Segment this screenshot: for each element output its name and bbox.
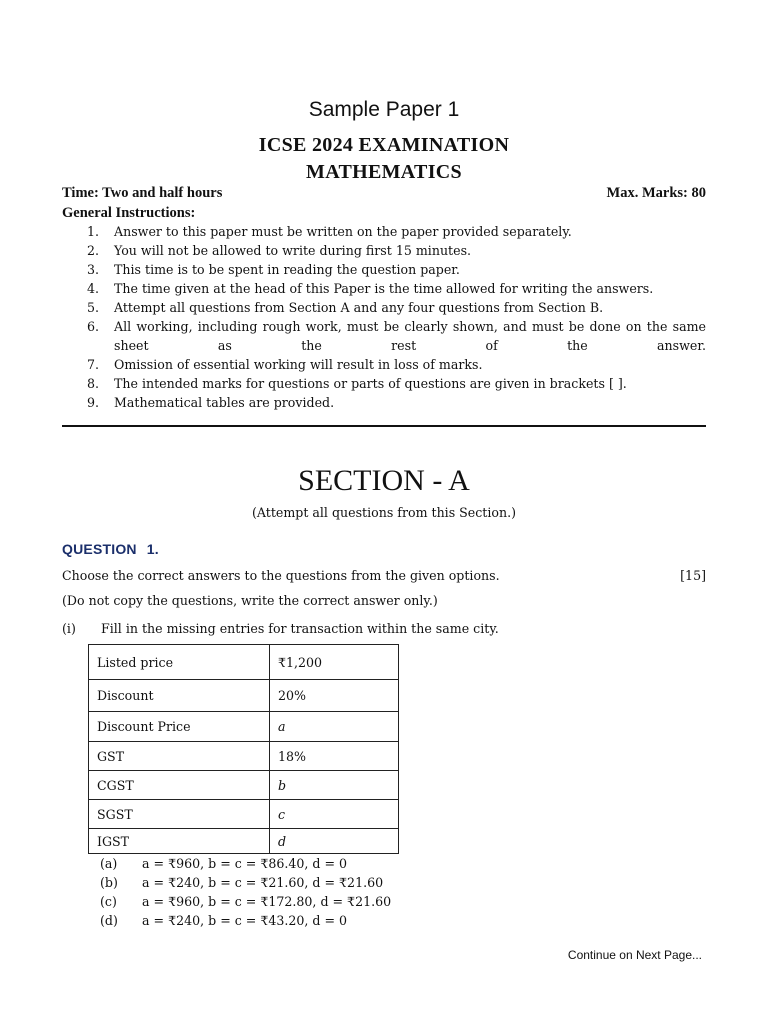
instruction-item [62,279,706,298]
question-note: (Do not copy the questions, write the correct answer only.) [62,593,438,608]
instructions-heading: General Instructions: [62,205,196,221]
question-marks: [15] [680,568,706,583]
answer-option [100,873,391,892]
option-text: a = ₹240, b = c = ₹21.60, d = ₹21.60 [142,875,384,890]
max-marks: Max. Marks: 80 [606,185,706,201]
instruction-number: 7. [87,357,100,372]
instruction-number: 2. [87,243,100,258]
table-cell-label: Listed price [89,645,270,680]
table-cell-label: IGST [89,829,270,854]
answer-option [100,854,391,873]
instruction-number: 1. [87,224,100,239]
table-cell-label: GST [89,742,270,771]
instruction-number: 3. [87,262,100,277]
question-heading [62,541,159,557]
option-label: (b) [100,875,118,890]
table-cell-label: Discount Price [89,712,270,742]
instruction-text: The time given at the head of this Paper is the time allowed for writing the answers. [114,281,654,296]
instruction-number: 9. [87,395,100,410]
option-text: a = ₹960, b = c = ₹86.40, d = 0 [142,856,348,871]
continue-note: Continue on Next Page... [567,948,702,962]
table-row [89,771,399,800]
table-cell-label: SGST [89,800,270,829]
table-cell-value: c [270,800,399,829]
option-text: a = ₹960, b = c = ₹172.80, d = ₹21.60 [142,894,392,909]
part-text: Fill in the missing entries for transaction within the same city. [101,621,499,636]
instruction-text: Attempt all questions from Section A and any four questions from Section B. [114,300,604,315]
table-cell-label: CGST [89,771,270,800]
instruction-item [62,317,706,355]
instruction-text: You will not be allowed to write during first 15 minutes. [114,243,472,258]
section-note: (Attempt all questions from this Section.) [251,505,517,520]
instruction-text: Omission of essential working will result in loss of marks. [114,357,483,372]
gst-table [88,644,399,854]
instruction-text: The intended marks for questions or parts of questions are given in brackets [ ]. [114,376,627,391]
table-cell-value: d [270,829,399,854]
instruction-text: Mathematical tables are provided. [114,395,335,410]
instruction-number: 5. [87,300,100,315]
instruction-item [62,241,706,260]
table-cell-value: a [270,712,399,742]
table-cell-value: ₹1,200 [270,645,399,680]
subject-title: MATHEMATICS [306,161,462,183]
instruction-text: All working, including rough work, must be clearly shown, and must be done on the same sheet as the rest of the answer. [114,319,706,353]
table-row [89,742,399,771]
table-cell-value: 20% [270,680,399,712]
instruction-text: This time is to be spent in reading the question paper. [114,262,460,277]
instruction-item [62,355,706,374]
table-row [89,680,399,712]
time-allowed: Time: Two and half hours [62,185,223,201]
instruction-item [62,393,706,412]
instruction-number: 6. [87,319,100,334]
instruction-item [62,374,706,393]
table-row [89,645,399,680]
instruction-item [62,298,706,317]
section-divider [62,425,706,427]
part-label: (i) [62,621,76,636]
question-number: 1. [146,541,159,557]
instruction-text: Answer to this paper must be written on the paper provided separately. [114,224,572,239]
table-row [89,712,399,742]
instruction-number: 8. [87,376,100,391]
instruction-number: 4. [87,281,100,296]
table-cell-label: Discount [89,680,270,712]
question-intro: Choose the correct answers to the questions from the given options. [62,568,500,583]
question-intro-row [62,568,706,583]
answer-options [100,854,391,930]
instruction-item [62,222,706,241]
table-cell-value: 18% [270,742,399,771]
table-cell-value: b [270,771,399,800]
table-row [89,800,399,829]
table-row [89,829,399,854]
answer-option [100,911,391,930]
exam-meta-row [62,185,706,202]
section-title: SECTION - A [298,464,470,497]
paper-title: Sample Paper 1 [308,98,460,121]
option-text: a = ₹240, b = c = ₹43.20, d = 0 [142,913,348,928]
option-label: (c) [100,894,117,909]
answer-option [100,892,391,911]
instruction-item [62,260,706,279]
exam-title: ICSE 2024 EXAMINATION [258,134,510,156]
option-label: (a) [100,856,118,871]
instructions-list [62,222,706,412]
option-label: (d) [100,913,118,928]
question-label: QUESTION [62,541,137,557]
